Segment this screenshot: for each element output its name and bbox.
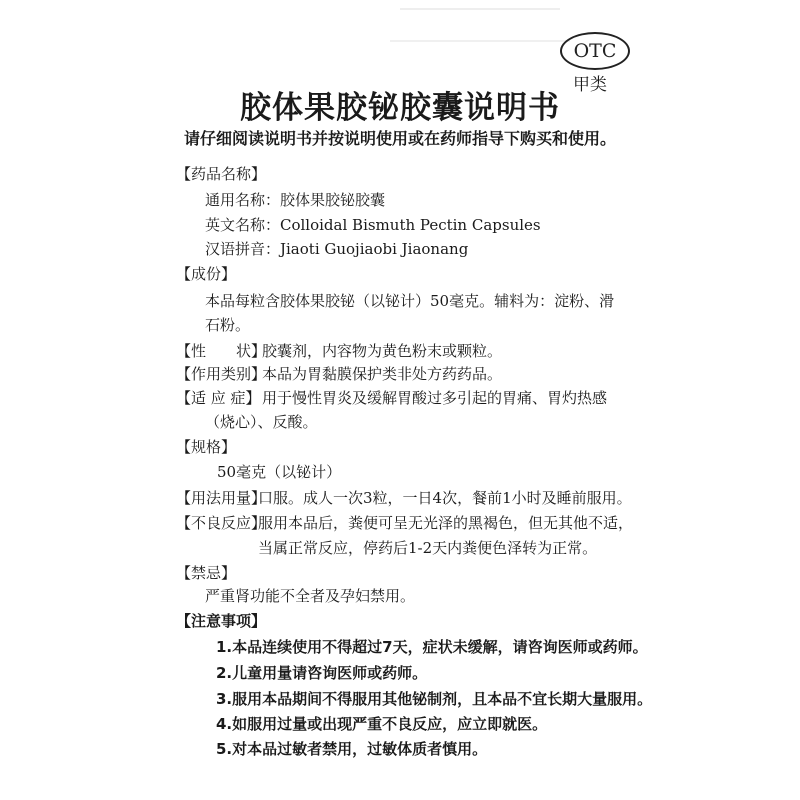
english-name: 英文名称：Colloidal Bismuth Pectin Capsules: [205, 216, 541, 234]
composition-line-2: 石粉。: [205, 316, 251, 334]
indications-header: 【适 应 症】: [176, 389, 261, 407]
properties-text: 胶囊剂，内容物为黄色粉末或颗粒。: [262, 342, 503, 360]
otc-class-label: 甲类: [573, 75, 607, 95]
precaution-item: 4.如服用过量或出现严重不良反应，应立即就医。: [216, 715, 548, 733]
precaution-item: 2.儿童用量请咨询医师或药师。: [216, 664, 428, 682]
composition-line-1: 本品每粒含胶体果胶铋（以铋计）50毫克。辅料为：淀粉、滑: [205, 292, 615, 310]
indications-line-2: （烧心）、反酸。: [205, 413, 318, 431]
bleed-through-mark: [400, 8, 560, 10]
contraindications-header: 【禁忌】: [176, 564, 237, 582]
generic-name: 通用名称：胶体果胶铋胶囊: [205, 191, 386, 209]
precaution-item: 1.本品连续使用不得超过7天，症状未缓解，请咨询医师或药师。: [216, 638, 648, 656]
specification-header: 【规格】: [176, 438, 237, 456]
page-title: 胶体果胶铋胶囊说明书: [240, 90, 560, 126]
adverse-line-2: 当属正常反应，停药后1-2天内粪便色泽转为正常。: [258, 539, 598, 557]
precaution-item: 3.服用本品期间不得服用其他铋制剂，且本品不宜长期大量服用。: [216, 690, 653, 708]
dosage-text: 口服。成人一次3粒，一日4次，餐前1小时及睡前服用。: [258, 489, 632, 507]
properties-header: 【性 状】: [176, 342, 267, 360]
drug-name-header: 【药品名称】: [176, 165, 267, 183]
otc-badge: OTC: [560, 32, 630, 70]
indications-line-1: 用于慢性胃炎及缓解胃酸过多引起的胃痛、胃灼热感: [262, 389, 608, 407]
adverse-line-1: 服用本品后，粪便可呈无光泽的黑褐色，但无其他不适，: [258, 514, 634, 532]
composition-header: 【成份】: [176, 265, 237, 283]
precaution-item: 5.对本品过敏者禁用，过敏体质者慎用。: [216, 740, 488, 758]
category-header: 【作用类别】: [176, 365, 267, 383]
specification-text: 50毫克（以铋计）: [217, 463, 342, 481]
dosage-header: 【用法用量】: [176, 489, 267, 507]
pinyin-name: 汉语拼音：Jiaoti Guojiaobi Jiaonang: [205, 240, 469, 258]
precautions-header: 【注意事项】: [176, 612, 267, 630]
category-text: 本品为胃黏膜保护类非处方药药品。: [262, 365, 503, 383]
contraindications-text: 严重肾功能不全者及孕妇禁用。: [205, 587, 416, 605]
page-subtitle: 请仔细阅读说明书并按说明使用或在药师指导下购买和使用。: [183, 129, 616, 148]
bleed-through-mark: [390, 40, 570, 42]
adverse-header: 【不良反应】: [176, 514, 267, 532]
